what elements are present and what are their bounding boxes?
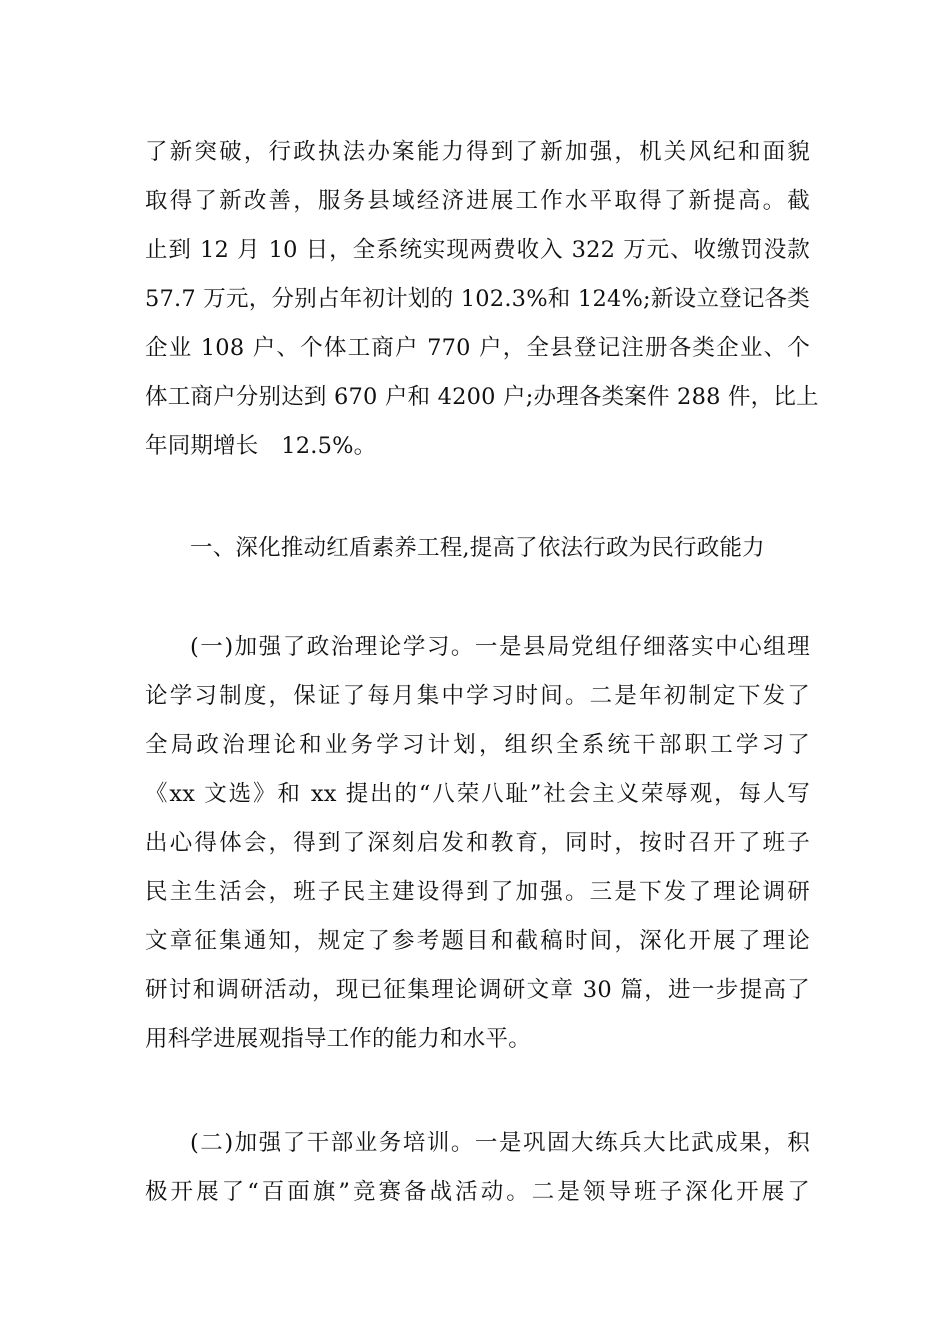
paragraph-line: 57.7 万元，分别占年初计划的 102.3%和 124%;新设立登记各类 bbox=[145, 286, 810, 312]
paragraph-line: 取得了新改善，服务县域经济进展工作水平取得了新提高。截 bbox=[145, 188, 810, 214]
paragraph-line: 《xx 文选》和 xx 提出的“八荣八耻”社会主义荣辱观，每人写 bbox=[145, 781, 810, 807]
paragraph-line: 出心得体会，得到了深刻启发和教育，同时，按时召开了班子 bbox=[145, 830, 810, 856]
paragraph-line: 止到 12 月 10 日，全系统实现两费收入 322 万元、收缴罚没款 bbox=[145, 237, 810, 263]
paragraph-line: 体工商户分别达到 670 户和 4200 户;办理各类案件 288 件，比上 bbox=[145, 384, 819, 410]
paragraph-line: 全局政治理论和业务学习计划，组织全系统干部职工学习了 bbox=[145, 732, 810, 758]
paragraph-line: 用科学进展观指导工作的能力和水平。 bbox=[145, 1026, 531, 1052]
paragraph-line: (一)加强了政治理论学习。一是县局党组仔细落实中心组理 bbox=[190, 634, 810, 660]
paragraph-line: 年同期增长 12.5%。 bbox=[145, 433, 377, 459]
paragraph-line: 民主生活会，班子民主建设得到了加强。三是下发了理论调研 bbox=[145, 879, 810, 905]
paragraph-line: 了新突破，行政执法办案能力得到了新加强，机关风纪和面貌 bbox=[145, 139, 810, 165]
paragraph-line: 企业 108 户、个体工商户 770 户，全县登记注册各类企业、个 bbox=[145, 335, 810, 361]
paragraph-line: 文章征集通知，规定了参考题目和截稿时间，深化开展了理论 bbox=[145, 928, 810, 954]
section-heading: 一、深化推动红盾素养工程,提高了依法行政为民行政能力 bbox=[190, 535, 765, 561]
paragraph-line: 极开展了“百面旗”竞赛备战活动。二是领导班子深化开展了 bbox=[145, 1179, 810, 1205]
paragraph-line: (二)加强了干部业务培训。一是巩固大练兵大比武成果，积 bbox=[190, 1130, 810, 1156]
paragraph-line: 研讨和调研活动，现已征集理论调研文章 30 篇，进一步提高了 bbox=[145, 977, 810, 1003]
paragraph-line: 论学习制度，保证了每月集中学习时间。二是年初制定下发了 bbox=[145, 683, 810, 709]
